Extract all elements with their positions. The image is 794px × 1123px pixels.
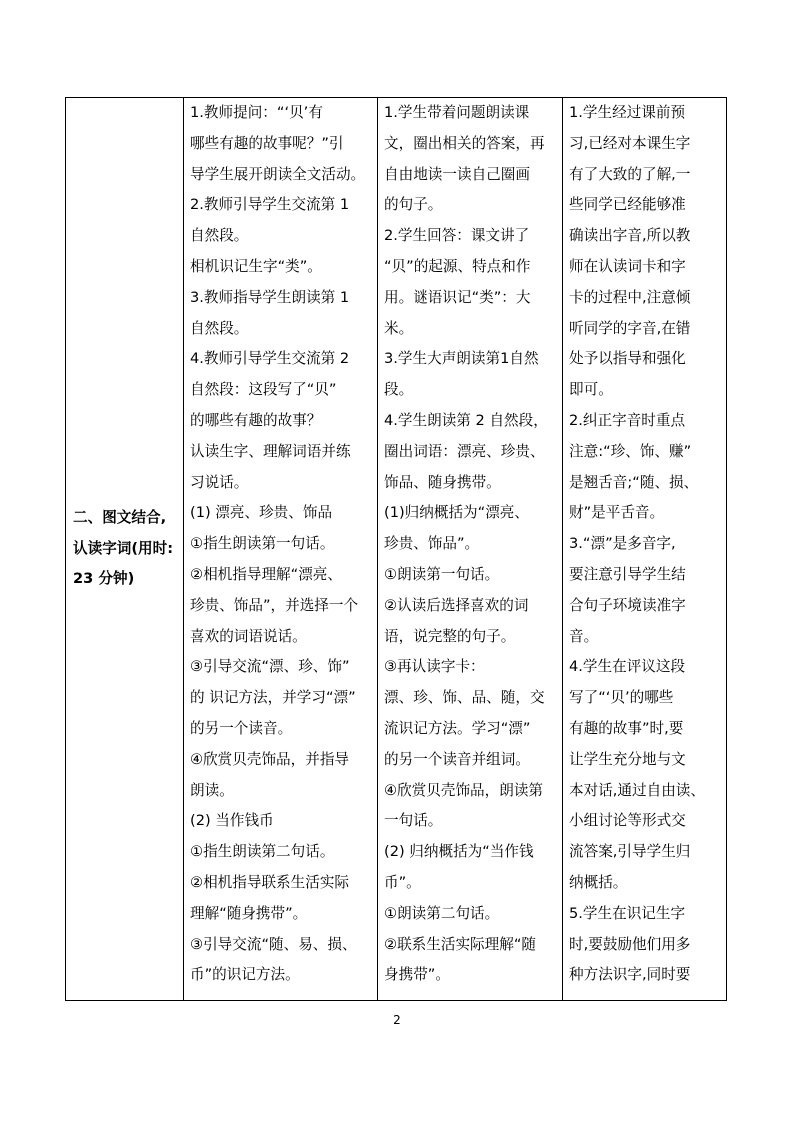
student-line: 3.学生大声朗读第1自然 bbox=[384, 350, 539, 368]
notes-line: 即可。 bbox=[569, 381, 613, 399]
stage-line: 二、图文结合, bbox=[73, 508, 167, 526]
notes-line: 处予以指导和强化 bbox=[569, 350, 686, 368]
teacher-line: (2) 当作钱币 bbox=[190, 812, 274, 830]
student-activity-cell bbox=[378, 98, 563, 1001]
student-line: ①朗读第二句话。 bbox=[384, 904, 500, 922]
notes-line: 财”是平舌音。 bbox=[569, 504, 665, 522]
notes-line: 确读出字音,所以教 bbox=[569, 227, 691, 245]
teacher-line: (1) 漂亮、珍贵、饰品 bbox=[190, 504, 333, 522]
student-line: (1)归纳概括为“漂亮、 bbox=[384, 504, 529, 522]
notes-line: 种方法识字,同时要 bbox=[569, 966, 691, 984]
student-line: ①朗读第一句话。 bbox=[384, 565, 500, 583]
student-line: 的另一个读音并组词。 bbox=[384, 750, 530, 768]
notes-line: 合句子环境读准字 bbox=[569, 596, 686, 614]
student-line: 米。 bbox=[384, 319, 414, 337]
notes-line: 有趣的故事”时,要 bbox=[569, 719, 684, 737]
notes-line: 2.纠正字音时重点 bbox=[569, 411, 686, 429]
student-line: 流识记方法。学习“漂” bbox=[384, 719, 531, 737]
student-line: 自由地读一读自己圈画 bbox=[384, 165, 530, 183]
student-line: 一句话。 bbox=[384, 812, 443, 830]
teacher-line: 导学生展开朗读全文活动。 bbox=[190, 165, 366, 183]
student-line: 珍贵、饰品”。 bbox=[384, 535, 480, 553]
teacher-line: 喜欢的词语说话。 bbox=[190, 627, 307, 645]
teacher-line: 自然段：这段写了“贝” bbox=[190, 381, 337, 399]
teacher-line: ②相机指导联系生活实际 bbox=[190, 873, 350, 891]
student-line: ②认读后选择喜欢的词 bbox=[384, 596, 529, 614]
student-line: 语，说完整的句子。 bbox=[384, 627, 516, 645]
teacher-line: 3.教师指导学生朗读第 1 bbox=[190, 288, 350, 306]
notes-line: 注意:“珍、饰、赚” bbox=[569, 442, 692, 460]
notes-line: 卡的过程中,注意倾 bbox=[569, 288, 691, 306]
student-line: 身携带”。 bbox=[384, 966, 450, 984]
notes-line: 写了“‘贝’的哪些 bbox=[569, 689, 674, 707]
notes-line: 本对话,通过自由读、 bbox=[569, 781, 705, 799]
teacher-line: ④欣赏贝壳饰品，并指导 bbox=[190, 750, 350, 768]
teacher-line: 的哪些有趣的故事？ bbox=[190, 411, 322, 429]
student-line: 段。 bbox=[384, 381, 414, 399]
teacher-line: 1.教师提问：“‘贝’有 bbox=[190, 104, 323, 121]
student-line: 用。谜语识记“类”：大 bbox=[384, 288, 531, 306]
notes-line: 让学生充分地与文 bbox=[569, 750, 686, 768]
notes-line: 时,要鼓励他们用多 bbox=[569, 935, 691, 953]
student-line: ④欣赏贝壳饰品，朗读第 bbox=[384, 781, 544, 799]
notes-line: 1.学生经过课前预 bbox=[569, 104, 686, 121]
teacher-line: 自然段。 bbox=[190, 319, 249, 337]
notes-line: 流答案,引导学生归 bbox=[569, 843, 691, 861]
notes-line: 纳概括。 bbox=[569, 873, 628, 891]
student-line: ③再认读字卡： bbox=[384, 658, 485, 676]
teacher-line: 习说话。 bbox=[190, 473, 249, 491]
student-line: 文，圈出相关的答案，再 bbox=[384, 134, 545, 152]
teacher-line: 认读生字、理解词语并练 bbox=[190, 442, 351, 460]
notes-line: 3.“漂”是多音字, bbox=[569, 535, 676, 553]
student-line: 饰品、随身携带。 bbox=[384, 473, 501, 491]
student-line: 4.学生朗读第 2 自然段， bbox=[384, 411, 548, 429]
notes-line: 音。 bbox=[569, 627, 599, 645]
teacher-line: 自然段。 bbox=[190, 227, 249, 245]
student-line: 漂、珍、饰、品、随，交 bbox=[384, 689, 545, 707]
notes-line: 听同学的字音,在错 bbox=[569, 319, 691, 337]
notes-line: 4.学生在评议这段 bbox=[569, 658, 686, 676]
student-line: 的句子。 bbox=[384, 196, 443, 214]
notes-line: 5.学生在识记生字 bbox=[569, 904, 686, 922]
student-line: ②联系生活实际理解“随 bbox=[384, 935, 536, 953]
notes-line: 要注意引导学生结 bbox=[569, 565, 686, 583]
teacher-line: 的另一个读音。 bbox=[190, 719, 293, 737]
notes-line: 些同学已经能够准 bbox=[569, 196, 686, 214]
student-line: 1.学生带着问题朗读课 bbox=[384, 104, 530, 121]
notes-line: 有了大致的了解,一 bbox=[569, 165, 691, 183]
design-notes-cell bbox=[563, 98, 727, 1001]
teacher-line: ③引导交流“随、易、损、 bbox=[190, 935, 357, 953]
teacher-line: 哪些有趣的故事呢？”引 bbox=[190, 134, 344, 152]
student-line: “贝”的起源、特点和作 bbox=[384, 257, 531, 275]
teacher-line: 币”的识记方法。 bbox=[190, 966, 300, 984]
teacher-line: ①指生朗读第二句话。 bbox=[190, 843, 335, 861]
notes-line: 师在认读词卡和字 bbox=[569, 257, 686, 275]
stage-line: 23 分钟) bbox=[73, 570, 135, 588]
teacher-line: ①指生朗读第一句话。 bbox=[190, 535, 335, 553]
notes-line: 习,已经对本课生字 bbox=[569, 134, 691, 152]
teacher-line: 的 识记方法，并学习“漂” bbox=[190, 689, 356, 707]
stage-line: 认读字词(用时: bbox=[73, 539, 174, 557]
teacher-line: 2.教师引导学生交流第 1 bbox=[190, 196, 350, 214]
teacher-activity-cell bbox=[184, 98, 378, 1001]
teacher-line: ②相机指导理解“漂亮、 bbox=[190, 565, 342, 583]
teacher-line: ③引导交流“漂、珍、饰” bbox=[190, 658, 350, 676]
student-line: 2.学生回答：课文讲了 bbox=[384, 227, 530, 245]
stage-cell bbox=[66, 98, 184, 1001]
lesson-plan-table bbox=[65, 97, 727, 1001]
teacher-line: 理解“随身携带”。 bbox=[190, 904, 308, 922]
notes-line: 小组讨论等形式交 bbox=[569, 812, 686, 830]
student-line: 币”。 bbox=[384, 873, 421, 891]
page-number: 2 bbox=[393, 1013, 401, 1027]
notes-line: 是翘舌音;“随、损、 bbox=[569, 473, 699, 491]
teacher-line: 4.教师引导学生交流第 2 bbox=[190, 350, 350, 368]
student-line: 圈出词语：漂亮、珍贵、 bbox=[384, 442, 545, 460]
teacher-line: 珍贵、饰品”，并选择一个 bbox=[190, 596, 359, 614]
teacher-line: 朗读。 bbox=[190, 781, 234, 799]
teacher-line: 相机识记生字“类”。 bbox=[190, 257, 322, 275]
student-line: (2) 归纳概括为“当作钱 bbox=[384, 843, 534, 861]
table-row bbox=[66, 98, 727, 1001]
